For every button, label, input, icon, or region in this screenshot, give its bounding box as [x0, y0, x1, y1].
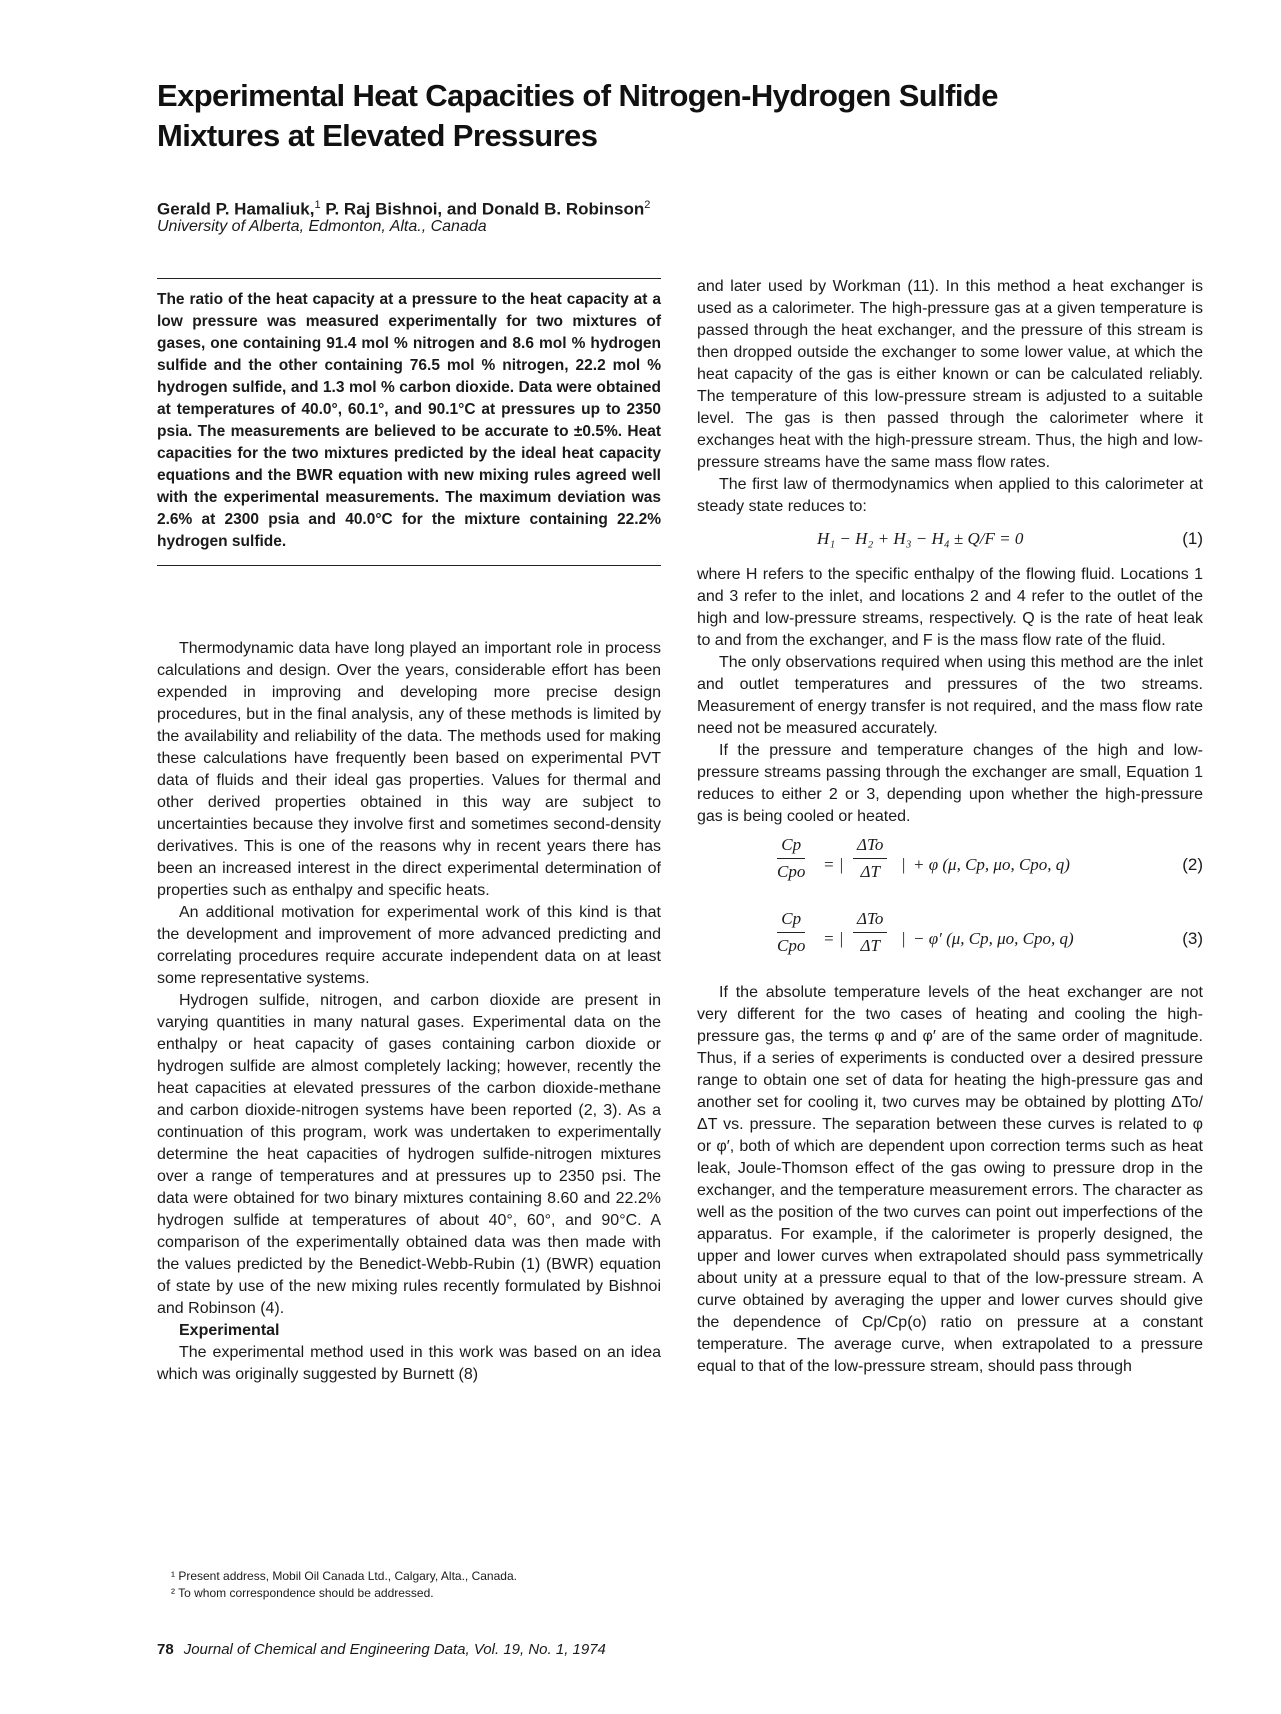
equation-3-number: (3) — [1182, 929, 1203, 948]
page-footer — [157, 1640, 606, 1660]
equation-2-lhs — [777, 834, 805, 883]
footnotes — [157, 1568, 661, 1602]
equation-2 — [697, 832, 1203, 902]
equation-1 — [697, 524, 1203, 558]
equation-3-ratio-denominator: ΔT — [860, 936, 880, 955]
equation-2-number: (2) — [1182, 855, 1203, 874]
equation-2-bar: | — [901, 855, 906, 874]
right-paragraph-6: If the absolute temperature levels of the heat exchanger are not very different for the two cases of heating and cooling the high-pressure gas, the terms φ and φ′ are of the same order of magnitude. Thus, if a series of experiments is conducted over a desired pressure range to obtain one set of data for heating the high-pressure gas and another set for cooling it, two curves may be obtained by plotting ΔTo/ΔT vs. pressure. The separation between these curves is related to φ or φ′, both of which are dependent upon correction terms such as heat leak, Joule-Thomson effect of the gas owing to pressure drop in the exchanger, and the temperature measurement errors. The character as well as the position of the two curves can point out imperfections of the apparatus. For example, if the calorimeter is properly designed, the upper and lower curves when extrapolated should pass symmetrically about unity at a pressure equal to that of the low-pressure stream. A curve obtained by averaging the upper and lower curves should give the dependence of Cp/Cp(o) ratio on pressure at a constant temperature. The average curve, when extrapolated to a pressure equal to that of the low-pressure stream, should pass through — [697, 984, 1203, 1375]
equation-3 — [697, 906, 1203, 976]
paper-title — [157, 76, 1117, 156]
equation-3-equals: = | — [823, 929, 844, 948]
right-paragraph-3: where H refers to the specific enthalpy of the flowing fluid. Locations 1 and 3 refer to the inlet, and locations 2 and 4 refer to the outlet of the high and low-pressure streams, respectively. Q is the rate of heat leak to and from the exchanger, and F is the mass flow rate of the fluid. — [697, 566, 1203, 649]
equation-2-correction: + φ (μ, Cp, μo, Cpo, q) — [913, 855, 1070, 874]
title-line-2: Mixtures at Elevated Pressures — [157, 118, 598, 153]
right-paragraph-5: If the pressure and temperature changes of the high and low-pressure streams passing through the exchanger are small, Equation 1 reduces to either 2 or 3, depending upon whether the high-pressure gas is being cooled or heated. — [697, 742, 1203, 825]
page-number: 78 — [157, 1641, 174, 1658]
equation-1-body: H₁ − H₂ + H₃ − H₄ ± Q/F = 0 — [817, 529, 1024, 548]
journal-citation: Journal of Chemical and Engineering Data, Vol. 19, No. 1, 1974 — [183, 1641, 606, 1658]
equation-3-ratio-numerator: ΔTo — [853, 908, 887, 933]
left-column — [157, 638, 661, 1386]
equation-3-correction: − φ′ (μ, Cp, μo, Cpo, q) — [913, 929, 1074, 948]
equation-2-lhs-numerator: Cp — [777, 834, 805, 859]
left-paragraph-4: The experimental method used in this work was based on an idea which was originally suggested by Burnett (8) — [157, 1344, 661, 1383]
equation-3-bar: | — [901, 929, 906, 948]
author-2-3: P. Raj Bishnoi, and Donald B. Robinson — [320, 199, 645, 219]
equation-2-ratio — [853, 834, 887, 883]
equation-1-number: (1) — [1182, 529, 1203, 548]
author-3-footnote-mark: 2 — [644, 199, 651, 211]
equation-3-ratio — [853, 908, 887, 957]
right-column — [697, 276, 1203, 1378]
affiliation: University of Alberta, Edmonton, Alta., Canada — [157, 218, 487, 235]
right-paragraph-2: The first law of thermodynamics when applied to this calorimeter at steady state reduces to: — [697, 476, 1203, 515]
author-1-footnote-mark: 1 — [314, 199, 321, 211]
author-1: Gerald P. Hamaliuk, — [157, 199, 315, 219]
left-paragraph-1: Thermodynamic data have long played an important role in process calculations and design. Over the years, considerable effort has been expended in improving and developing more precise design procedures, but in the final analysis, any of these methods is limited by the availability and reliability of the data. The methods used for making these calculations have frequently been based on experimental PVT data of fluids and their ideal gas properties. Values for thermal and other derived properties obtained in this way are subject to uncertainties because they involve first and sometimes second-density derivatives. This is one of the reasons why in recent years there has been an increased interest in the direct experimental determination of properties such as enthalpy and specific heats. — [157, 640, 661, 899]
equation-2-lhs-denominator: Cpo — [777, 862, 806, 881]
abstract-text: The ratio of the heat capacity at a pressure to the heat capacity at a low pressure was measured experimentally for two mixtures of gases, one containing 91.4 mol % nitrogen and 8.6 mol % hydrogen sulfide and the other containing 76.5 mol % nitrogen, 22.2 mol % hydrogen sulfide, and 1.3 mol % carbon dioxide. Data were obtained at temperatures of 40.0°, 60.1°, and 90.1°C at pressures up to 2350 psia. The measurements are believed to be accurate to ±0.5%. Heat capacities for the two mixtures predicted by the ideal heat capacity equations and the BWR equation with new mixing rules agreed well with the experimental measurements. The maximum deviation was 2.6% at 2300 psia and 40.0°C for the mixture containing 22.2% hydrogen sulfide. — [157, 291, 661, 550]
left-paragraph-3: Hydrogen sulfide, nitrogen, and carbon dioxide are present in varying quantities in many natural gases. Experimental data on the enthalpy or heat capacity of gases containing carbon dioxide or hydrogen sulfide are almost completely lacking; however, recently the heat capacities at elevated pressures of the carbon dioxide-methane and carbon dioxide-nitrogen systems have been reported (2, 3). As a continuation of this program, work was undertaken to experimentally determine the heat capacities of hydrogen sulfide-nitrogen mixtures over a range of temperatures and at pressures up to 2350 psi. The data were obtained for two binary mixtures containing 8.60 and 22.2% hydrogen sulfide at temperatures of about 40°, 60°, and 90°C. A comparison of the experimentally obtained data was then made with the values predicted by the Benedict-Webb-Rubin (1) (BWR) equation of state by use of the new mixing rules recently formulated by Bishnoi and Robinson (4). — [157, 992, 661, 1317]
equation-2-ratio-denominator: ΔT — [860, 862, 880, 881]
right-paragraph-4: The only observations required when using this method are the inlet and outlet temperatures and pressures of the two streams. Measurement of energy transfer is not required, and the mass flow rate need not be measured accurately. — [697, 654, 1203, 737]
left-paragraph-2: An additional motivation for experimental work of this kind is that the development and improvement of more advanced predicting and correlating procedures require accurate independent data on at least some representative systems. — [157, 904, 661, 987]
footnote-2: ² To whom correspondence should be addressed. — [171, 1586, 434, 1600]
right-paragraph-1: and later used by Workman (11). In this method a heat exchanger is used as a calorimeter. The high-pressure gas at a given temperature is passed through the heat exchanger, and the pressure of this stream is then dropped outside the exchanger to some lower value, at which the heat capacity of the gas is either known or can be calculated reliably. The temperature of this low-pressure stream is adjusted to a suitable level. The gas is then passed through the calorimeter where it exchanges heat with the high-pressure stream. Thus, the high and low-pressure streams have the same mass flow rates. — [697, 278, 1203, 471]
equation-3-lhs — [777, 908, 805, 957]
equation-2-ratio-numerator: ΔTo — [853, 834, 887, 859]
equation-3-lhs-numerator: Cp — [777, 908, 805, 933]
section-heading-experimental: Experimental — [179, 1322, 280, 1339]
equation-2-equals: = | — [823, 855, 844, 874]
title-line-1: Experimental Heat Capacities of Nitrogen-Hydrogen Sulfide — [157, 78, 998, 113]
footnote-1: ¹ Present address, Mobil Oil Canada Ltd., Calgary, Alta., Canada. — [171, 1569, 517, 1583]
abstract-box — [157, 278, 661, 566]
equation-3-lhs-denominator: Cpo — [777, 936, 806, 955]
